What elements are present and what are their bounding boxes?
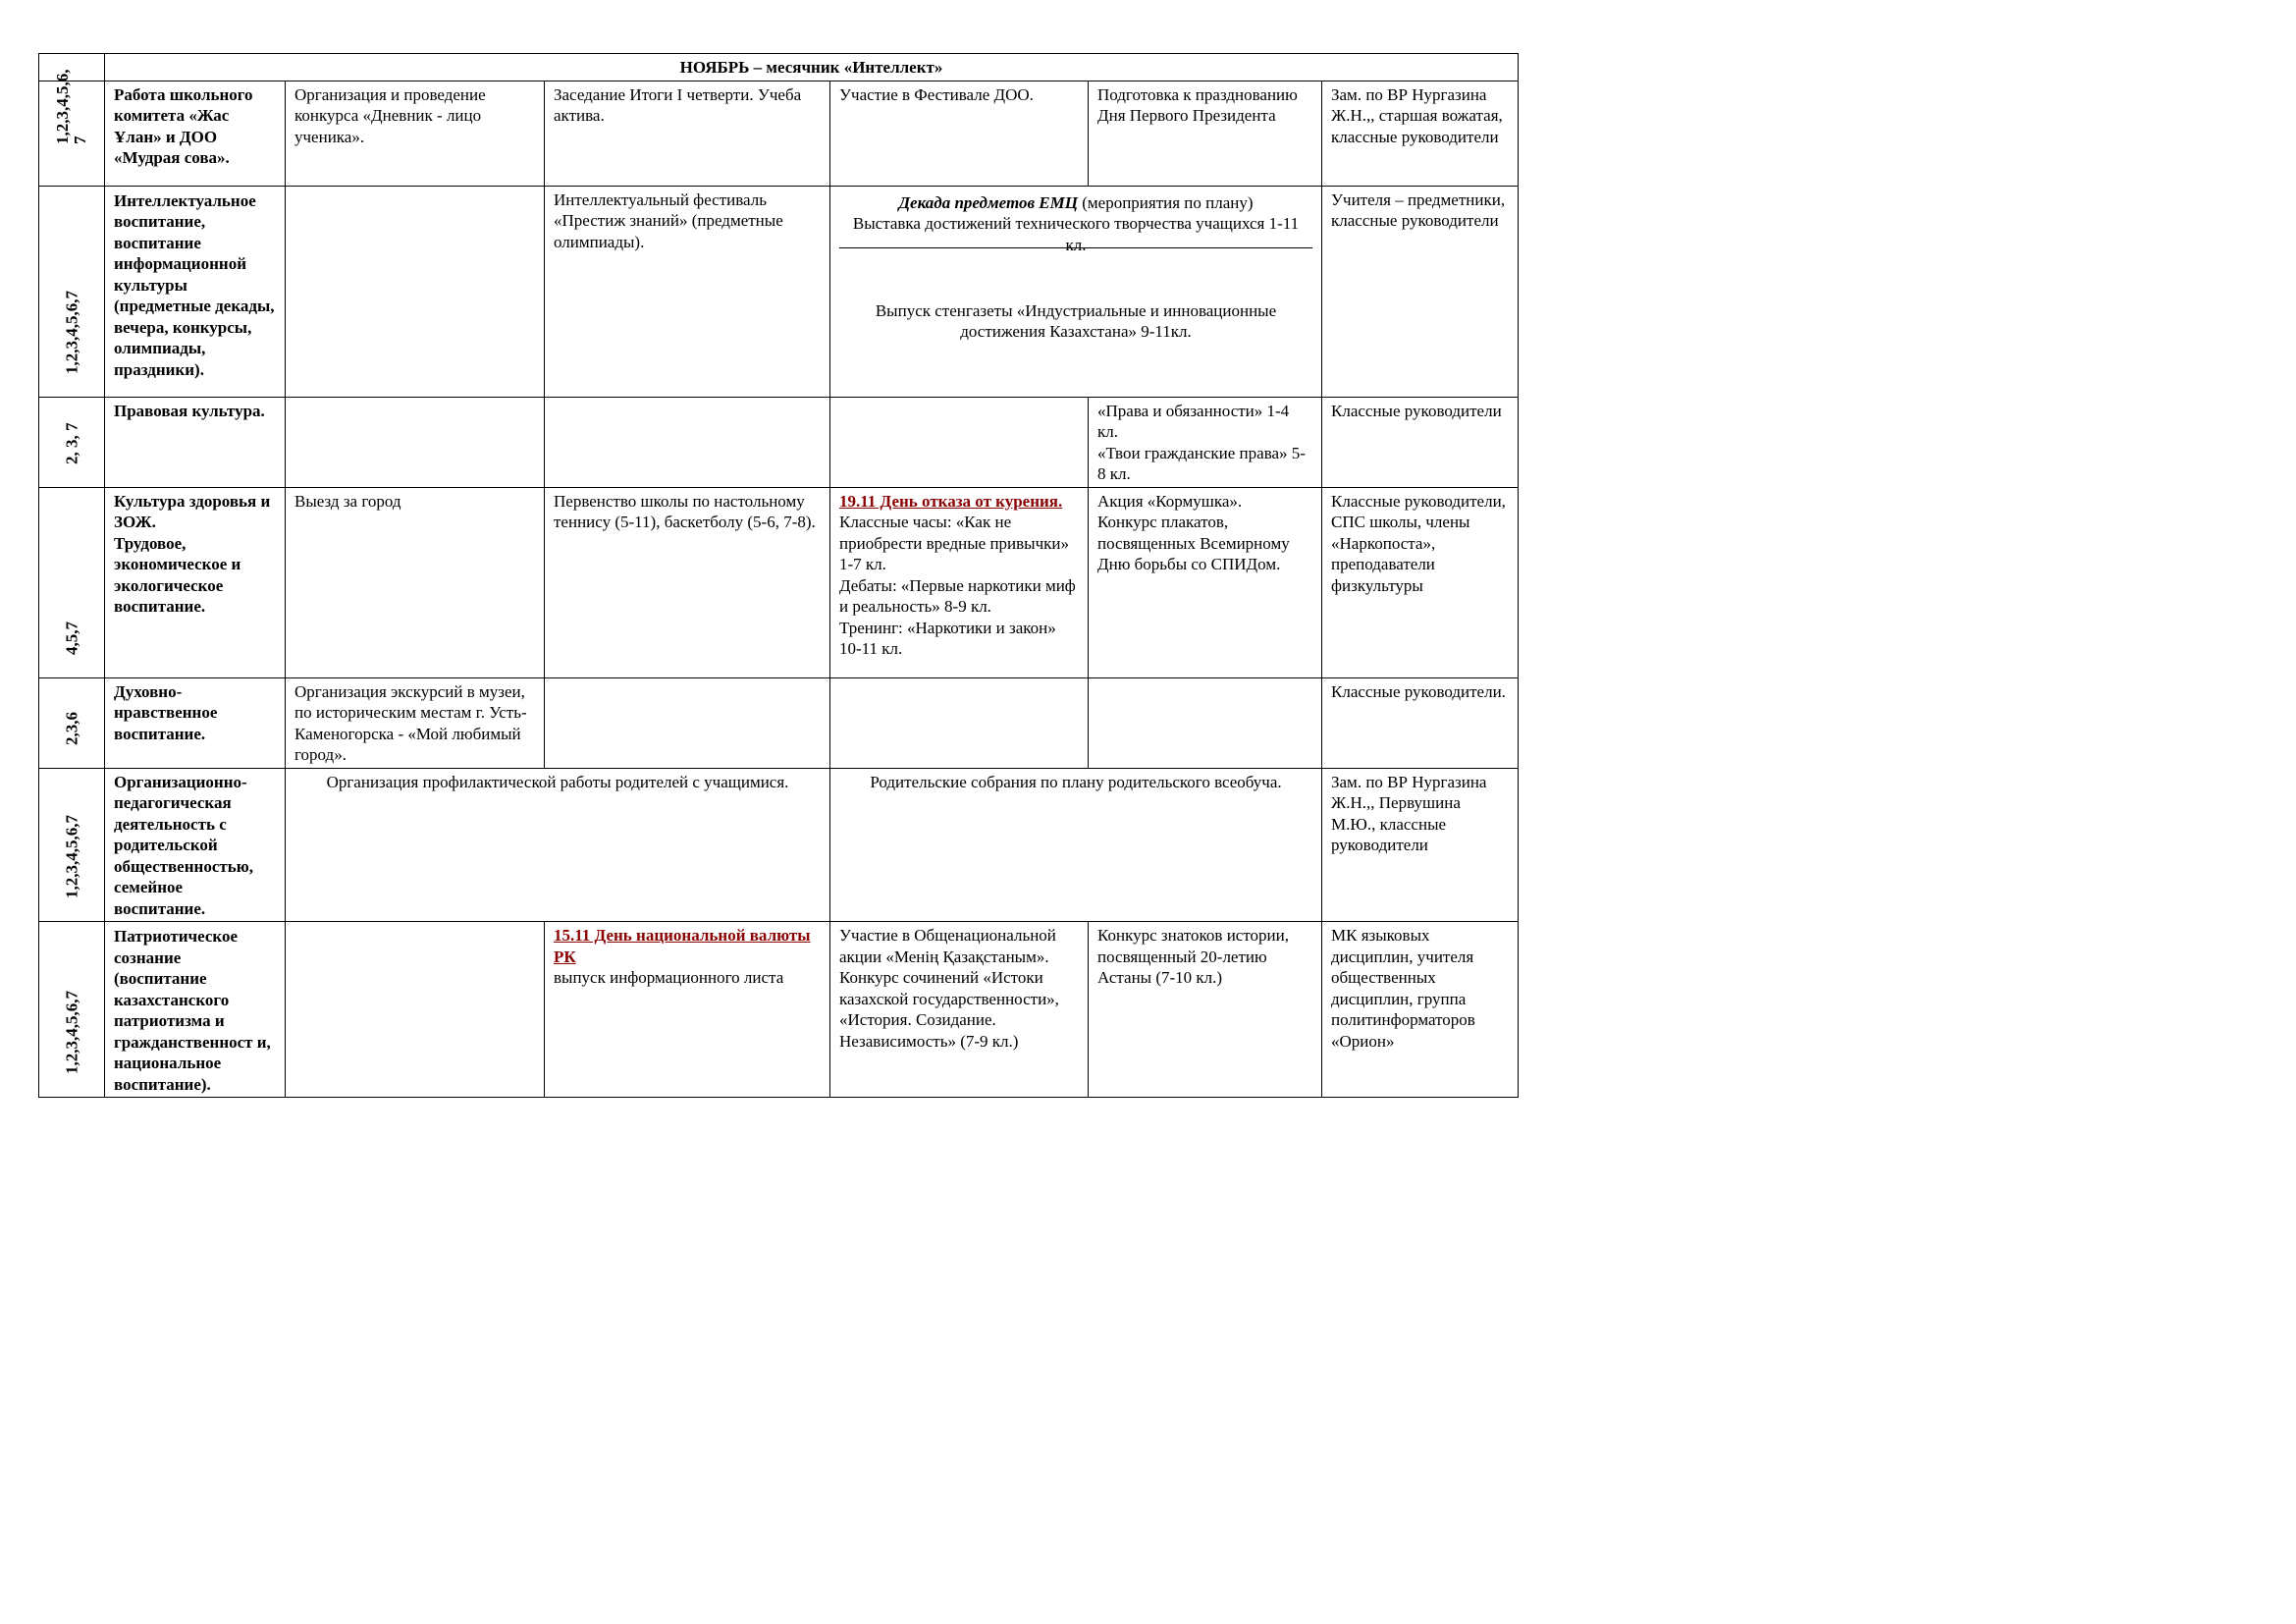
decade-title: Декада предметов ЕМЦ	[898, 192, 1078, 212]
row-numbers-cell	[39, 922, 105, 1098]
row-numbers: 4,5,7	[62, 621, 81, 655]
row-numbers-cell	[39, 677, 105, 768]
table-row	[39, 768, 1519, 922]
responsible-cell: Зам. по ВР Нургазина Ж.Н.,, старшая вожатая, классные руководители	[1322, 81, 1519, 186]
rights-line-1: «Права и обязанности» 1-4 кл.	[1097, 401, 1290, 441]
responsible-cell: Классные руководители, СПС школы, члены «Наркопоста», преподаватели физкультуры	[1322, 487, 1519, 677]
no-smoking-day-link[interactable]: 19.11 День отказа от курения.	[839, 491, 1063, 511]
row-numbers-cell	[39, 768, 105, 922]
exhibition-text: Выставка достижений технического творчества учащихся 1-11 кл.	[852, 214, 1300, 254]
poster-contest-text: Конкурс плакатов, посвященных Всемирному Дню борьбы со СПИДом.	[1097, 513, 1290, 573]
merged-activity-cell: Родительские собрания по плану родительского всеобуча.	[830, 768, 1322, 922]
activity-cell: Подготовка к празднованию Дня Первого Президента	[1089, 81, 1322, 186]
row-numbers-cell	[39, 397, 105, 487]
decade-block	[839, 189, 1312, 254]
direction-line-2: Трудовое, экономическое и экологическое воспитание.	[114, 533, 241, 616]
activity-cell	[1089, 397, 1322, 487]
feeder-action-text: Акция «Кормушка».	[1097, 491, 1243, 511]
activity-cell: Интеллектуальный фестиваль «Престиж знаний» (предметные олимпиады).	[545, 186, 830, 397]
direction-cell: Духовно-нравственное воспитание.	[105, 677, 286, 768]
table-row	[39, 186, 1519, 397]
row-numbers: 1,2,3,4,5,6,7	[62, 290, 81, 374]
table-row	[39, 677, 1519, 768]
direction-cell: Работа школьного комитета «Жас Ұлан» и ДОО «Мудрая сова».	[105, 81, 286, 186]
responsible-cell: Классные руководители.	[1322, 677, 1519, 768]
activity-cell: Организация и проведение конкурса «Дневник - лицо ученика».	[286, 81, 545, 186]
activity-cell	[545, 677, 830, 768]
currency-day-link[interactable]: 15.11 День национальной валюты РК	[554, 926, 811, 966]
activity-cell	[286, 186, 545, 397]
activity-cell: Заседание Итоги I четверти. Учеба актива.	[545, 81, 830, 186]
activity-cell	[545, 922, 830, 1098]
direction-cell	[105, 487, 286, 677]
class-hours-text: Классные часы: «Как не приобрести вредные привычки» 1-7 кл.	[839, 513, 1069, 573]
activity-cell	[286, 922, 545, 1098]
newspaper-block	[839, 248, 1312, 395]
responsible-cell: Зам. по ВР Нургазина Ж.Н.,, Первушина М.Ю., классные руководители	[1322, 768, 1519, 922]
table-row	[39, 397, 1519, 487]
month-header: НОЯБРЬ – месячник «Интеллект»	[105, 54, 1519, 81]
activity-cell	[830, 397, 1089, 487]
direction-cell: Организационно-педагогическая деятельность с родительской общественностью, семейное воспитание.	[105, 768, 286, 922]
row-numbers: 1,2,3,4,5,6,7	[62, 815, 81, 898]
activity-cell	[286, 397, 545, 487]
activity-cell: Первенство школы по настольному теннису (5-11), баскетболу (5-6, 7-8).	[545, 487, 830, 677]
activity-cell	[545, 397, 830, 487]
direction-cell: Патриотическое сознание (воспитание казахстанского патриотизма и гражданственност и, национальное воспитание).	[105, 922, 286, 1098]
activity-cell: Выезд за город	[286, 487, 545, 677]
row-numbers-cell	[39, 186, 105, 397]
table-row	[39, 81, 1519, 186]
responsible-cell: Учителя – предметники, классные руководители	[1322, 186, 1519, 397]
row-numbers-cell	[39, 487, 105, 677]
info-sheet-text: выпуск информационного листа	[554, 968, 784, 987]
table-row	[39, 922, 1519, 1098]
activity-cell	[830, 677, 1089, 768]
row-numbers-text: 1,2,3,4,5,6, 7	[53, 69, 89, 144]
debates-text: Дебаты: «Первые наркотики миф и реальность» 8-9 кл.	[839, 575, 1076, 616]
rights-line-2: «Твои гражданские права» 5-8 кл.	[1097, 443, 1306, 483]
row-numbers: 2, 3, 7	[62, 422, 81, 464]
row-numbers: 1,2,3,4,5,6,7	[62, 991, 81, 1074]
plan-table	[38, 53, 1519, 1098]
activity-cell	[1089, 677, 1322, 768]
responsible-cell: МК языковых дисциплин, учителя общественных дисциплин, группа политинформаторов «Орион»	[1322, 922, 1519, 1098]
activity-cell: Участие в Общенациональной акции «Менің Қазақстаным». Конкурс сочинений «Истоки казахской государственности», «История. Созидание. Независимость» (7-9 кл.)	[830, 922, 1089, 1098]
merged-activity-cell	[830, 186, 1322, 397]
row-numbers	[54, 46, 89, 144]
header-row	[39, 54, 1519, 81]
activity-cell	[1089, 487, 1322, 677]
merged-activity-cell: Организация профилактической работы родителей с учащимися.	[286, 768, 830, 922]
direction-line-1: Культура здоровья и ЗОЖ.	[114, 491, 271, 531]
responsible-cell: Классные руководители	[1322, 397, 1519, 487]
decade-note: (мероприятия по плану)	[1077, 192, 1254, 212]
row-numbers-cell	[39, 69, 105, 186]
activity-cell: Участие в Фестивале ДОО.	[830, 81, 1089, 186]
activity-cell: Конкурс знатоков истории, посвященный 20-летию Астаны (7-10 кл.)	[1089, 922, 1322, 1098]
activity-cell: Организация экскурсий в музеи, по историческим местам г. Усть-Каменогорска - «Мой любимый город».	[286, 677, 545, 768]
newspaper-text: Выпуск стенгазеты «Индустриальные и инновационные достижения Казахстана» 9-11кл.	[875, 300, 1277, 341]
training-text: Тренинг: «Наркотики и закон» 10-11 кл.	[839, 618, 1056, 658]
table-row	[39, 487, 1519, 677]
row-numbers: 2,3,6	[62, 711, 81, 745]
direction-cell: Правовая культура.	[105, 397, 286, 487]
activity-cell	[830, 487, 1089, 677]
direction-cell: Интеллектуальное воспитание, воспитание информационной культуры (предметные декады, вечера, конкурсы, олимпиады, праздники).	[105, 186, 286, 397]
